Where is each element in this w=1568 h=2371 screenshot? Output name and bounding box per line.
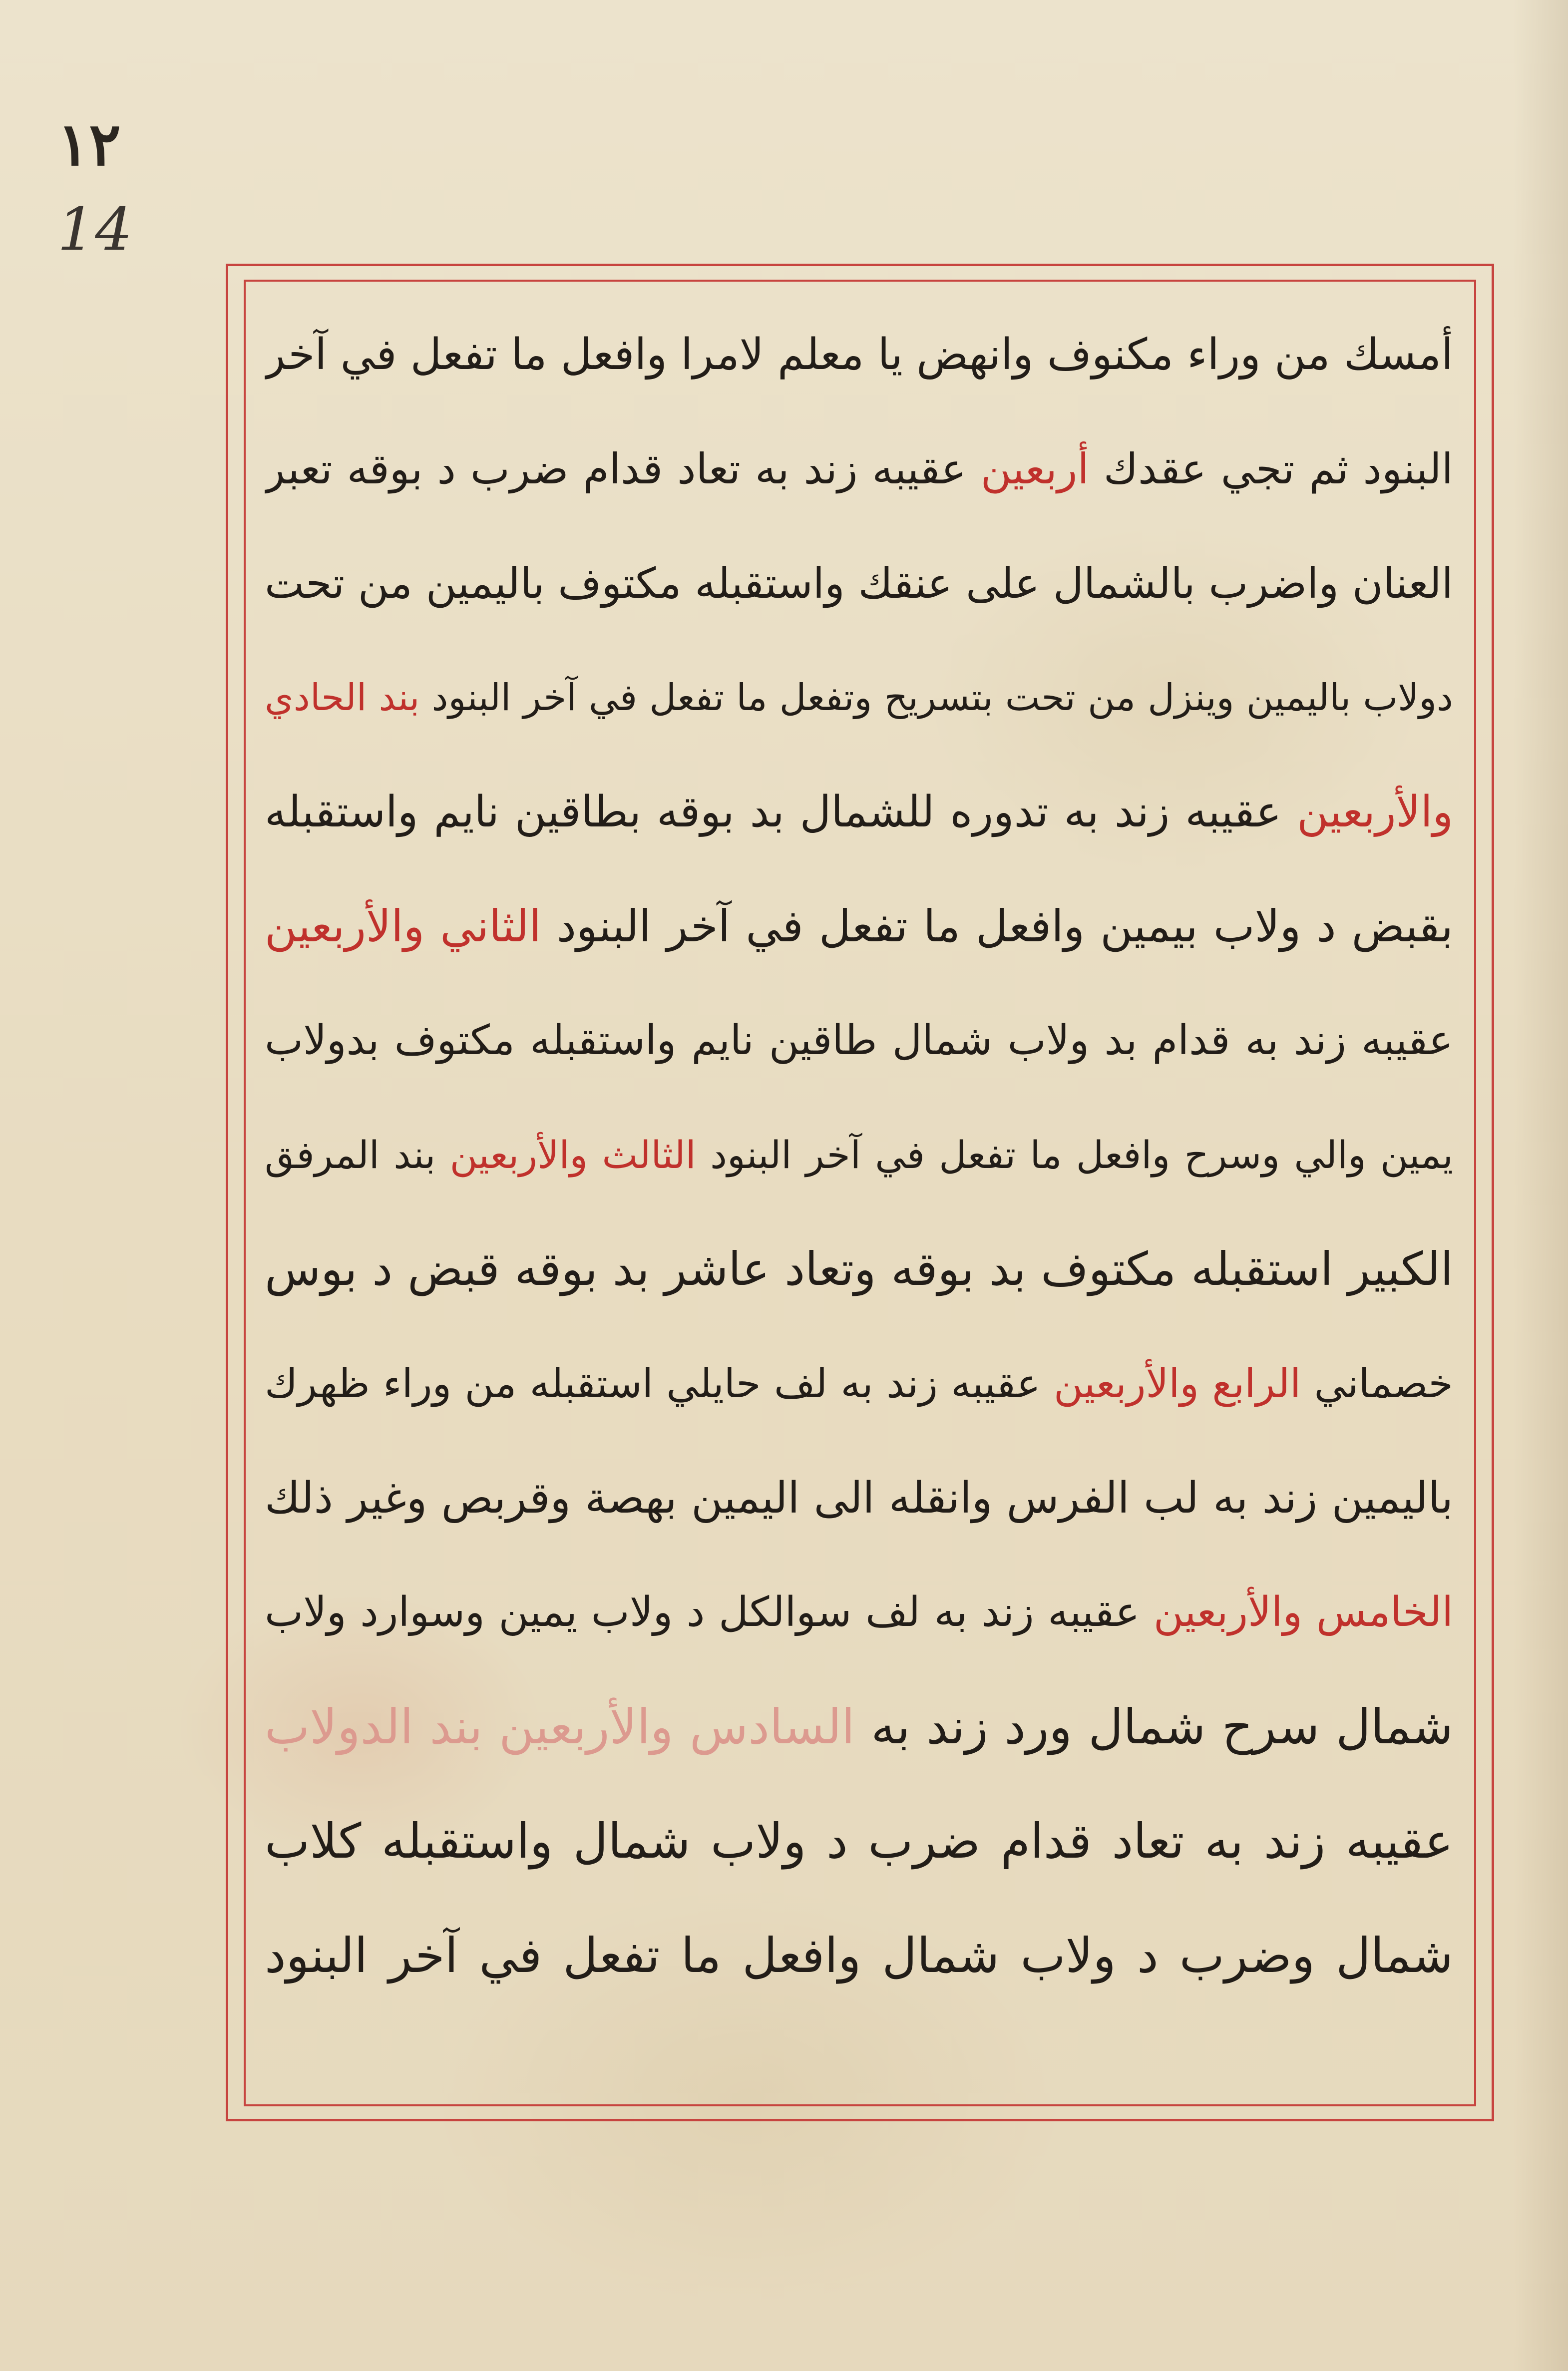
rubric-heading: والأربعين <box>1297 787 1453 837</box>
text-line <box>265 663 1453 733</box>
text-line <box>265 434 1453 504</box>
text-line <box>265 777 1453 847</box>
rubric-heading: بند الحادي <box>265 676 420 719</box>
text-line <box>265 891 1453 961</box>
rubric-heading: الثاني والأربعين <box>265 900 541 952</box>
text-line <box>265 1349 1453 1419</box>
text-run: عقيبه زند به تعاد قدام ضرب د بوقه تعبر <box>265 444 981 493</box>
text-line <box>265 1578 1453 1647</box>
text-line <box>265 1806 1453 1876</box>
text-run: عقيبه زند به تعاد قدام ضرب د ولاب شمال واستقبله كلاب <box>265 1813 1453 1869</box>
text-line <box>265 1692 1453 1762</box>
text-run: باليمين زند به لب الفرس وانقله الى اليمين بهصة وقربص وغير ذلك <box>265 1473 1453 1523</box>
text-line <box>265 1463 1453 1533</box>
text-line <box>265 1120 1453 1190</box>
text-run: خصماني <box>1301 1360 1453 1407</box>
text-line <box>265 1921 1453 1990</box>
rubric-heading: السادس والأربعين بند الدولاب <box>265 1699 855 1755</box>
rubric-heading: الخامس والأربعين <box>1153 1588 1453 1636</box>
text-run: الكبير استقبله مكتوف بد بوقه وتعاد عاشر بد بوقه قبض د بوس <box>265 1242 1453 1296</box>
text-run: بقبض د ولاب بيمين وافعل ما تفعل في آخر البنود <box>541 900 1453 952</box>
text-run: عقيبه زند به لف سوالكل د ولاب يمين وسوارد ولاب <box>265 1588 1154 1636</box>
text-block <box>265 320 1453 2077</box>
text-run: بند المرفق <box>265 1133 450 1177</box>
text-run: يمين والي وسرح وافعل ما تفعل في آخر البنود <box>696 1133 1453 1177</box>
text-line <box>265 320 1453 390</box>
folio-number-arabic: ١٢ <box>57 109 121 179</box>
text-line <box>265 1234 1453 1304</box>
text-line <box>265 1006 1453 1076</box>
text-run: أمسك من وراء مكنوف وانهض يا معلم لامرا وافعل ما تفعل في آخر <box>265 330 1453 380</box>
text-run: شمال سرح شمال ورد زند به <box>854 1699 1453 1755</box>
rubric-heading: الرابع والأربعين <box>1054 1360 1301 1407</box>
text-run: البنود ثم تجي عقدك <box>1089 444 1453 493</box>
text-run: عقيبه زند به لف حايلي استقبله من وراء ظهرك <box>265 1360 1054 1407</box>
text-run: العنان واضرب بالشمال على عنقك واستقبله مكتوف باليمين من تحت <box>265 559 1453 608</box>
text-run: عقيبه زند به تدوره للشمال بد بوقه بطاقين نايم واستقبله <box>265 787 1297 837</box>
folio-number-pencil: 14 <box>57 195 133 264</box>
text-line <box>265 548 1453 618</box>
rubric-heading: الثالث والأربعين <box>449 1133 696 1177</box>
text-run: شمال وضرب د ولاب شمال وافعل ما تفعل في آخر البنود <box>265 1928 1453 1983</box>
rubric-heading: أربعين <box>980 444 1089 493</box>
text-run: دولاب باليمين وينزل من تحت بتسريح وتفعل ما تفعل في آخر البنود <box>419 676 1453 719</box>
text-run: عقيبه زند به قدام بد ولاب شمال طاقين نايم واستقبله مكتوف بدولاب <box>265 1017 1453 1064</box>
